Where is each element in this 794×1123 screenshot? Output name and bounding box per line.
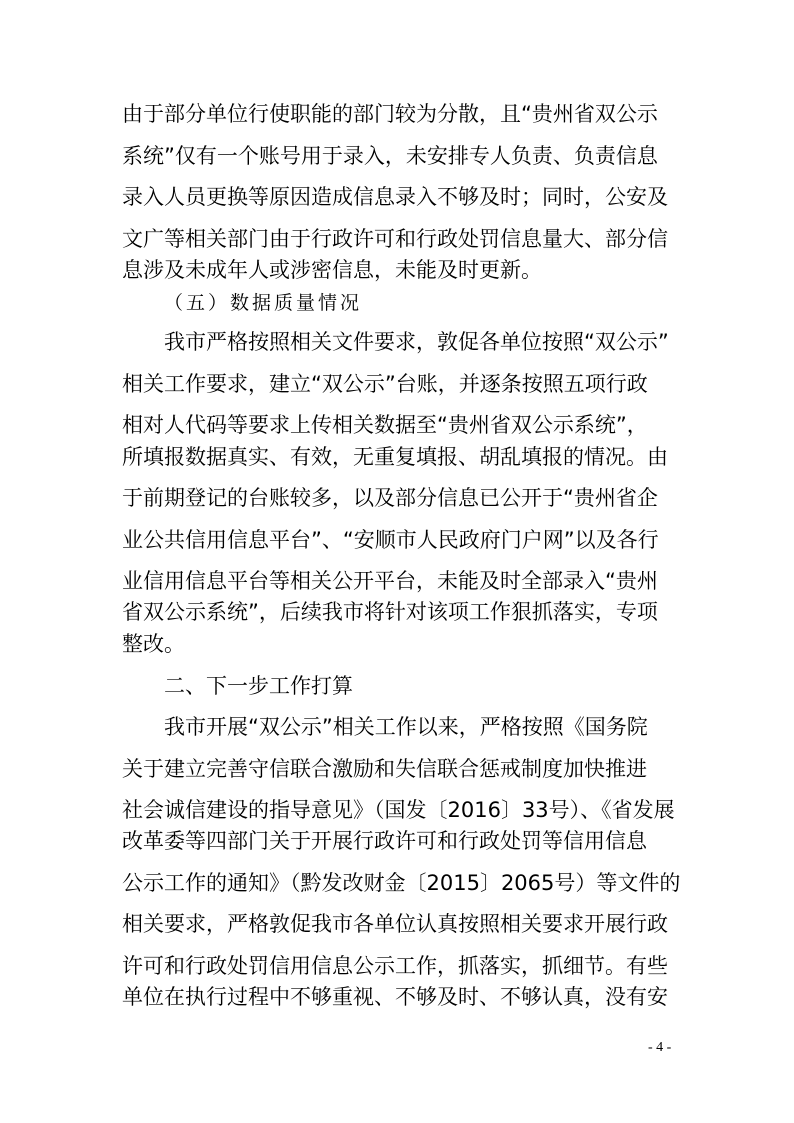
- text-line: 社会诚信建设的指导意见》（国发〔2016〕33号）、《省发展: [122, 798, 675, 822]
- text-line: 系统”仅有一个账号用于录入，未安排专人负责、负责信息: [122, 144, 658, 168]
- text-line: 息涉及未成年人或涉密信息，未能及时更新。: [122, 258, 542, 282]
- text-line: 我市开展“双公示”相关工作以来，严格按照《国务院: [164, 715, 648, 739]
- text-line: 业信用信息平台等相关公开平台，未能及时全部录入“贵州: [122, 569, 658, 593]
- text-line: 单位在执行过程中不够重视、不够及时、不够认真，没有安: [122, 985, 668, 1009]
- text-line: 整改。: [122, 632, 185, 656]
- text-line: 相关要求，严格敦促我市各单位认真按照相关要求开展行政: [122, 912, 668, 936]
- text-line: 于前期登记的台账较多，以及部分信息已公开于“贵州省企: [122, 486, 658, 510]
- section-heading: （五）数据质量情况: [164, 292, 363, 314]
- text-line: 业公共信用信息平台”、“安顺市人民政府门户网”以及各行: [122, 528, 659, 552]
- text-line: 录入人员更换等原因造成信息录入不够及时；同时，公安及: [122, 185, 668, 209]
- text-line: 所填报数据真实、有效，无重复填报、胡乱填报的情况。由: [122, 445, 668, 469]
- text-line: 改革委等四部门关于开展行政许可和行政处罚等信用信息: [122, 829, 647, 853]
- text-line: 相对人代码等要求上传相关数据至“贵州省双公示系统”，: [122, 413, 648, 437]
- text-line: 公示工作的通知》（黔发改财金〔2015〕2065号）等文件的: [122, 871, 681, 895]
- text-line: 相关工作要求，建立“双公示”台账，并逐条按照五项行政: [122, 372, 648, 396]
- text-line: 由于部分单位行使职能的部门较为分散，且“贵州省双公示: [122, 102, 658, 126]
- text-line: 许可和行政处罚信用信息公示工作，抓落实，抓细节。有些: [122, 954, 668, 978]
- section-heading: 二、下一步工作打算: [164, 674, 353, 698]
- text-line: 关于建立完善守信联合激励和失信联合惩戒制度加快推进: [122, 757, 647, 781]
- text-line: 省双公示系统”，后续我市将针对该项工作狠抓落实，专项: [122, 600, 658, 624]
- page-number: - 4 -: [648, 1040, 672, 1055]
- text-line: 文广等相关部门由于行政许可和行政处罚信息量大、部分信: [122, 227, 668, 251]
- text-line: 我市严格按照相关文件要求，敦促各单位按照“双公示”: [164, 330, 669, 354]
